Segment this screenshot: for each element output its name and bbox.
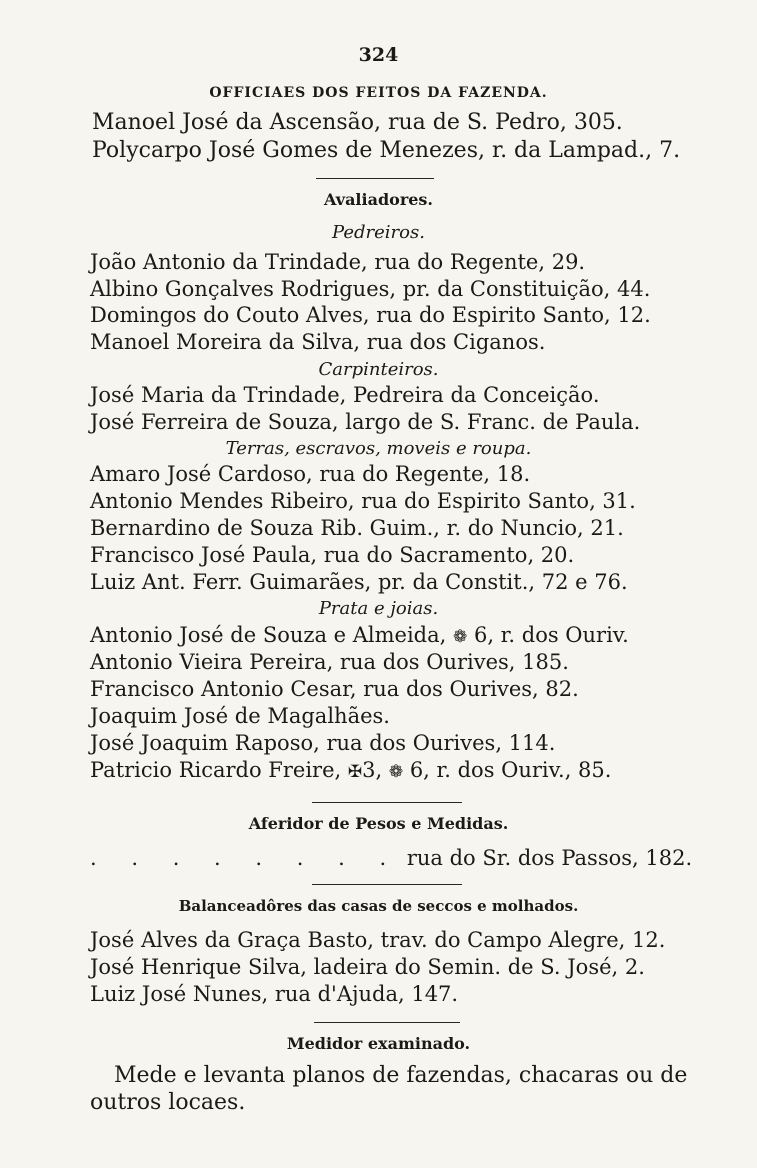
list-item: Francisco José Paula, rua do Sacramento, 20. (90, 543, 575, 567)
ornament-icon: ❁ (388, 762, 404, 782)
cross-icon: ✠ (347, 762, 363, 782)
ornament-icon: ❁ (453, 627, 468, 647)
prata-label: Prata e joias. (318, 598, 439, 619)
divider (316, 178, 434, 179)
list-item: Patricio Ricardo Freire, ✠3, ❁ 6, r. dos Ouriv., 85. (90, 758, 612, 782)
balanceadores-title: Balanceadôres das casas de seccos e molhados. (178, 897, 579, 915)
terras-label: Terras, escravos, moveis e roupa. (225, 438, 532, 459)
divider (312, 802, 462, 803)
aferidor-title: Aferidor de Pesos e Medidas. (248, 814, 509, 833)
list-item: Polycarpo José Gomes de Menezes, r. da Lampad., 7. (92, 138, 681, 163)
list-item: José Alves da Graça Basto, trav. do Campo Alegre, 12. (90, 928, 666, 952)
list-item: José Ferreira de Souza, largo de S. Franc. de Paula. (90, 410, 641, 434)
list-item: José Henrique Silva, ladeira do Semin. de S. José, 2. (90, 955, 645, 979)
list-item: Manoel Moreira da Silva, rua dos Ciganos. (90, 330, 546, 354)
list-item: Albino Gonçalves Rodrigues, pr. da Constituição, 44. (90, 277, 651, 301)
list-item: Francisco Antonio Cesar, rua dos Ourives, 82. (90, 677, 579, 701)
section-title: OFFICIAES DOS FEITOS DA FAZENDA. (209, 85, 548, 101)
page-number: 324 (358, 44, 399, 66)
list-item: Antonio Vieira Pereira, rua dos Ourives, 185. (90, 650, 569, 674)
carpinteiros-label: Carpinteiros. (318, 359, 439, 380)
paragraph-line: outros locaes. (90, 1090, 246, 1115)
pedreiros-label: Pedreiros. (332, 222, 425, 243)
list-item: José Maria da Trindade, Pedreira da Conceição. (90, 383, 600, 407)
paragraph-line: Mede e levanta planos de fazendas, chacaras ou de (114, 1063, 688, 1088)
list-item: José Joaquim Raposo, rua dos Ourives, 114. (90, 731, 556, 755)
list-item: Antonio Mendes Ribeiro, rua do Espirito Santo, 31. (90, 489, 636, 513)
divider (314, 1022, 460, 1023)
list-item: Manoel José da Ascensão, rua de S. Pedro, 305. (92, 110, 623, 135)
list-item: Domingos do Couto Alves, rua do Espirito Santo, 12. (90, 303, 651, 327)
divider (312, 884, 462, 885)
list-item: João Antonio da Trindade, rua do Regente, 29. (90, 250, 586, 274)
list-item: Luiz José Nunes, rua d'Ajuda, 147. (90, 982, 459, 1006)
list-item: . . . . . . . . rua do Sr. dos Passos, 182. (90, 846, 693, 870)
avaliadores-title: Avaliadores. (324, 190, 433, 209)
list-item: Bernardino de Souza Rib. Guim., r. do Nuncio, 21. (90, 516, 624, 540)
list-item: Amaro José Cardoso, rua do Regente, 18. (90, 462, 531, 486)
list-item: Luiz Ant. Ferr. Guimarães, pr. da Constit., 72 e 76. (90, 570, 628, 594)
list-item: Antonio José de Souza e Almeida, ❁ 6, r. dos Ouriv. (90, 623, 629, 647)
list-item: Joaquim José de Magalhães. (90, 704, 390, 728)
medidor-title: Medidor examinado. (286, 1034, 471, 1053)
